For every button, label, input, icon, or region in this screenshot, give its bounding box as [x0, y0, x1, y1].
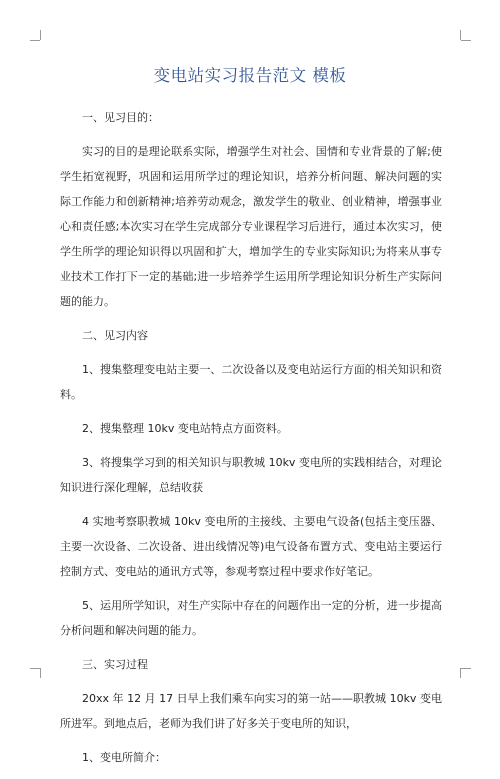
crop-mark — [30, 40, 40, 41]
body-paragraph: 3、将搜集学习到的相关知识与职教城 10kv 变电所的实践相结合，对理论知识进行深化理解，总结收获 — [60, 456, 442, 494]
crop-mark — [30, 668, 40, 669]
crop-mark — [40, 668, 41, 678]
body-paragraph: 2、搜集整理 10kv 变电站特点方面资料。 — [82, 422, 288, 435]
crop-mark — [461, 668, 471, 669]
crop-mark — [461, 40, 471, 41]
section-heading: 二、见习内容 — [82, 329, 148, 342]
crop-mark — [460, 668, 461, 678]
body-paragraph: 4 实地考察职教城 10kv 变电所的主接线、主要电气设备(包括主变压器、主要一次设备、二次设备、进出线情况等)电气设备布置方式、变电站主要运行控制方式、变电站的通讯方式等，参观考察过程中要求作好笔记。 — [60, 515, 442, 578]
body-paragraph: 实习的目的是理论联系实际，增强学生对社会、国情和专业背景的了解;使学生拓宽视野，巩固和运用所学过的理论知识，培养分析问题、解决问题的实际工作能力和创新精神;培养劳动观念，激发学生的敬业、创业精神，增强事业心和责任感;本次实习在学生完成部分专业课程学习后进行，通过本次实习，使学生所学的理论知识得以巩固和扩大，增加学生的专业实际知识;为将来从事专业技术工作打下一定的基础;进一步培养学生运用所学理论知识分析生产实际问题的能力。 — [60, 145, 442, 308]
body-paragraph: 1、搜集整理变电站主要一、二次设备以及变电站运行方面的相关知识和资料。 — [60, 363, 442, 401]
body-paragraph: 1、变电所简介： — [82, 751, 166, 764]
section-heading: 三、实习过程 — [82, 658, 148, 671]
crop-mark — [460, 30, 461, 40]
crop-mark — [40, 30, 41, 40]
document-title: 变电站实习报告范文 模板 — [153, 66, 347, 85]
document-body — [60, 105, 442, 779]
section-heading: 一、见习目的： — [82, 111, 159, 124]
body-paragraph: 20xx 年 12 月 17 日早上我们乘车向实习的第一站——职教城 10kv 变电所进军。到地点后，老师为我们讲了好多关于变电所的知识， — [60, 692, 442, 730]
body-paragraph: 5、运用所学知识，对生产实际中存在的问题作出一定的分析，进一步提高分析问题和解决问题的能力。 — [60, 599, 442, 637]
